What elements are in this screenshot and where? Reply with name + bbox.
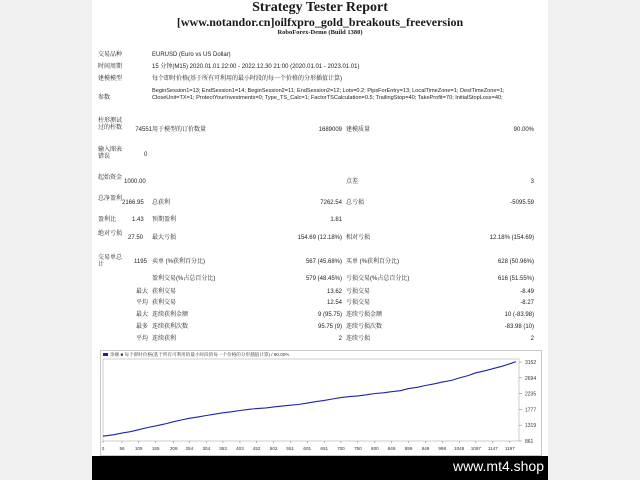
period-label: 时间周期 bbox=[98, 64, 123, 70]
grossprofit-value: 7262.54 bbox=[320, 200, 342, 206]
deposit-value: 1000.00 bbox=[124, 179, 146, 185]
left-margin bbox=[0, 0, 92, 480]
maxcons-win-label: 连续获利金额 bbox=[152, 312, 189, 318]
x-tick-label: 1197 bbox=[504, 446, 515, 451]
spread-value: 3 bbox=[530, 179, 534, 185]
largest-profit-label: 获利交易 bbox=[152, 289, 177, 295]
short-label: 卖单 (%获利百分比) bbox=[152, 259, 205, 265]
absdd-value: 27.50 bbox=[128, 235, 144, 241]
x-tick-label: 155 bbox=[151, 446, 160, 451]
x-tick-label: 899 bbox=[404, 446, 413, 451]
symbol-value: EURUSD (Euro vs US Dollar) bbox=[152, 52, 231, 58]
x-tick-label: 56 bbox=[119, 446, 125, 451]
grossloss-value: -5095.59 bbox=[510, 200, 534, 206]
params-label: 参数 bbox=[98, 95, 111, 101]
maxdd-value: 154.69 (12.18%) bbox=[297, 235, 342, 241]
quality-label: 建模质量 bbox=[346, 127, 371, 133]
x-tick-label: 998 bbox=[438, 446, 447, 451]
x-tick-label: 800 bbox=[371, 446, 379, 451]
x-tick-label: 353 bbox=[219, 446, 227, 451]
ticks-label: 用于模型的订价数量 bbox=[152, 127, 207, 133]
y-tick-label: 861 bbox=[525, 439, 534, 445]
model-label: 建模模型 bbox=[98, 76, 123, 82]
short-value: 567 (45.68%) bbox=[305, 259, 342, 265]
plot-area bbox=[103, 359, 519, 441]
pf-label: 盈利比 bbox=[98, 217, 117, 223]
expected-value: 1.81 bbox=[330, 217, 342, 223]
grossprofit-label: 总获利 bbox=[152, 200, 171, 206]
maxcons-loss-value: 10 (-83.98) bbox=[504, 312, 534, 318]
avgcons-loss-value: 2 bbox=[530, 336, 534, 342]
largest-profit-value: 13.62 bbox=[326, 289, 342, 295]
maxamt-loss-label: 连续亏损次数 bbox=[346, 324, 383, 330]
x-tick-label: 651 bbox=[320, 446, 329, 451]
ticks-value: 1689009 bbox=[318, 127, 342, 133]
x-tick-label: 551 bbox=[286, 446, 295, 451]
avg-profit-value: 12.54 bbox=[326, 300, 342, 306]
x-tick-label: 304 bbox=[202, 446, 211, 451]
avgcons-loss-label: 连续亏损 bbox=[346, 336, 371, 342]
maxdd-label: 最大亏损 bbox=[152, 235, 177, 241]
quality-value: 90.00% bbox=[513, 127, 534, 133]
bars-label: 柱形测试过的柱数 bbox=[98, 118, 123, 131]
report-page bbox=[92, 0, 548, 480]
largest-loss-label: 亏损交易 bbox=[346, 289, 371, 295]
maxcons-win-value: 9 (95.75) bbox=[317, 312, 342, 318]
reldd-value: 12.18% (154.69) bbox=[489, 235, 534, 241]
reldd-label: 相对亏损 bbox=[346, 235, 371, 241]
x-tick-label: 750 bbox=[354, 446, 362, 451]
loss-trades-value: 616 (51.55%) bbox=[497, 276, 534, 282]
maxamt-win-label: 连续获利次数 bbox=[152, 324, 189, 330]
deposit-label: 起始资金 bbox=[98, 175, 123, 181]
avg-loss-label: 亏损交易 bbox=[346, 300, 371, 306]
spread-label: 点差 bbox=[346, 179, 359, 185]
params-value: BeginSession1=13; EndSession1=14; BeginSession2=11; EndSession2=12; Lots=0.2; PipsForEntry=13; LocalTimeZone=1; DestTimeZone=1; CloseUnit=TX=1; ProtectYourInvestments=0; Type_TS_Calc=1; FactorTSCalculation=0.5; TrailingStop=40; TakeProfit=70; InitialStopLoss=40; bbox=[152, 88, 505, 102]
mismatch-value: 0 bbox=[144, 152, 148, 158]
expected-label: 预期盈利 bbox=[152, 217, 177, 223]
x-tick-label: 949 bbox=[421, 446, 430, 451]
trades-label: 交易单总计 bbox=[98, 255, 123, 268]
maxcons-loss-label: 连续亏损金额 bbox=[346, 312, 383, 318]
right-margin bbox=[548, 0, 640, 480]
profit-trades-label: 盈利交易(%占总百分比) bbox=[152, 276, 216, 282]
legend-text: 余额 ■ 每个即时价格(基于所有可利用的最小时段的每一个价格的分形插值计算) / 90.00% bbox=[110, 352, 290, 357]
maxcons-label: 最大 bbox=[135, 312, 148, 318]
symbol-label: 交易品种 bbox=[98, 52, 123, 58]
x-tick-label: 1097 bbox=[470, 446, 481, 451]
avgcons-win-value: 2 bbox=[338, 336, 342, 342]
maxamt-label: 最多 bbox=[135, 324, 148, 330]
trades-value: 1195 bbox=[134, 259, 147, 265]
avg-profit-label: 获利交易 bbox=[152, 300, 177, 306]
x-tick-label: 502 bbox=[269, 446, 278, 451]
y-tick-label: 1777 bbox=[525, 407, 537, 414]
x-tick-label: 208 bbox=[169, 446, 178, 451]
largest-label: 最大 bbox=[135, 289, 148, 295]
netprofit-label: 总净盈利 bbox=[98, 196, 123, 202]
long-value: 628 (50.96%) bbox=[497, 259, 534, 265]
maxamt-win-value: 95.75 (9) bbox=[317, 324, 342, 330]
mismatch-label: 输入图表错误 bbox=[98, 147, 123, 160]
x-tick-label: 105 bbox=[134, 446, 143, 451]
x-tick-label: 1048 bbox=[454, 446, 465, 451]
model-value: 每个即时价格(基于所有可利用的最小时段的每一个价格的分形插值计算) bbox=[152, 76, 342, 82]
x-tick-label: 601 bbox=[303, 446, 312, 451]
chart-svg bbox=[101, 351, 541, 455]
profit-trades-value: 579 (48.45%) bbox=[305, 276, 342, 282]
report-broker: RoboForex-Demo (Build 1380) bbox=[277, 29, 363, 36]
watermark-text: www.mt4.shop bbox=[452, 458, 544, 474]
avg-loss-value: -8.27 bbox=[520, 300, 534, 306]
grossloss-label: 总亏损 bbox=[346, 200, 365, 206]
avgcons-label: 平均 bbox=[135, 336, 148, 342]
y-tick-label: 1319 bbox=[525, 423, 537, 430]
loss-trades-label: 亏损交易(%占总百分比) bbox=[346, 276, 410, 282]
x-tick-label: 254 bbox=[185, 446, 194, 451]
average-label: 平均 bbox=[135, 300, 148, 306]
period-value: 15 分钟(M15) 2020.01.01 22:00 - 2022.12.30 21:00 (2020.01.01 - 2023.01.01) bbox=[152, 64, 360, 70]
maxamt-loss-value: -83.98 (10) bbox=[504, 324, 534, 330]
x-tick-label: 849 bbox=[387, 446, 396, 451]
watermark-bar bbox=[92, 456, 548, 480]
long-label: 买单 (%获利百分比) bbox=[346, 259, 399, 265]
y-tick-label: 2694 bbox=[525, 375, 537, 382]
x-tick-label: 403 bbox=[236, 446, 244, 451]
avgcons-win-label: 连续获利 bbox=[152, 336, 177, 342]
report-title: Strategy Tester Report bbox=[252, 0, 388, 15]
bars-value: 74551 bbox=[135, 127, 152, 133]
y-tick-label: 3152 bbox=[525, 360, 537, 367]
absdd-label: 绝对亏损 bbox=[98, 231, 123, 237]
x-tick-label: 452 bbox=[252, 446, 261, 451]
legend-swatch bbox=[103, 353, 108, 356]
largest-loss-value: -8.49 bbox=[520, 289, 534, 295]
y-tick-label: 2235 bbox=[525, 391, 537, 398]
x-tick-label: 0 bbox=[101, 446, 105, 451]
report-subtitle: [www.notandor.cn]oilfxpro_gold_breakouts_freeversion bbox=[176, 15, 464, 29]
x-tick-label: 700 bbox=[337, 446, 345, 451]
netprofit-value: 2166.95 bbox=[122, 200, 144, 206]
x-tick-label: 1147 bbox=[487, 446, 498, 451]
chart-legend bbox=[103, 352, 289, 358]
balance-chart bbox=[100, 350, 542, 456]
pf-value: 1.43 bbox=[132, 217, 144, 223]
